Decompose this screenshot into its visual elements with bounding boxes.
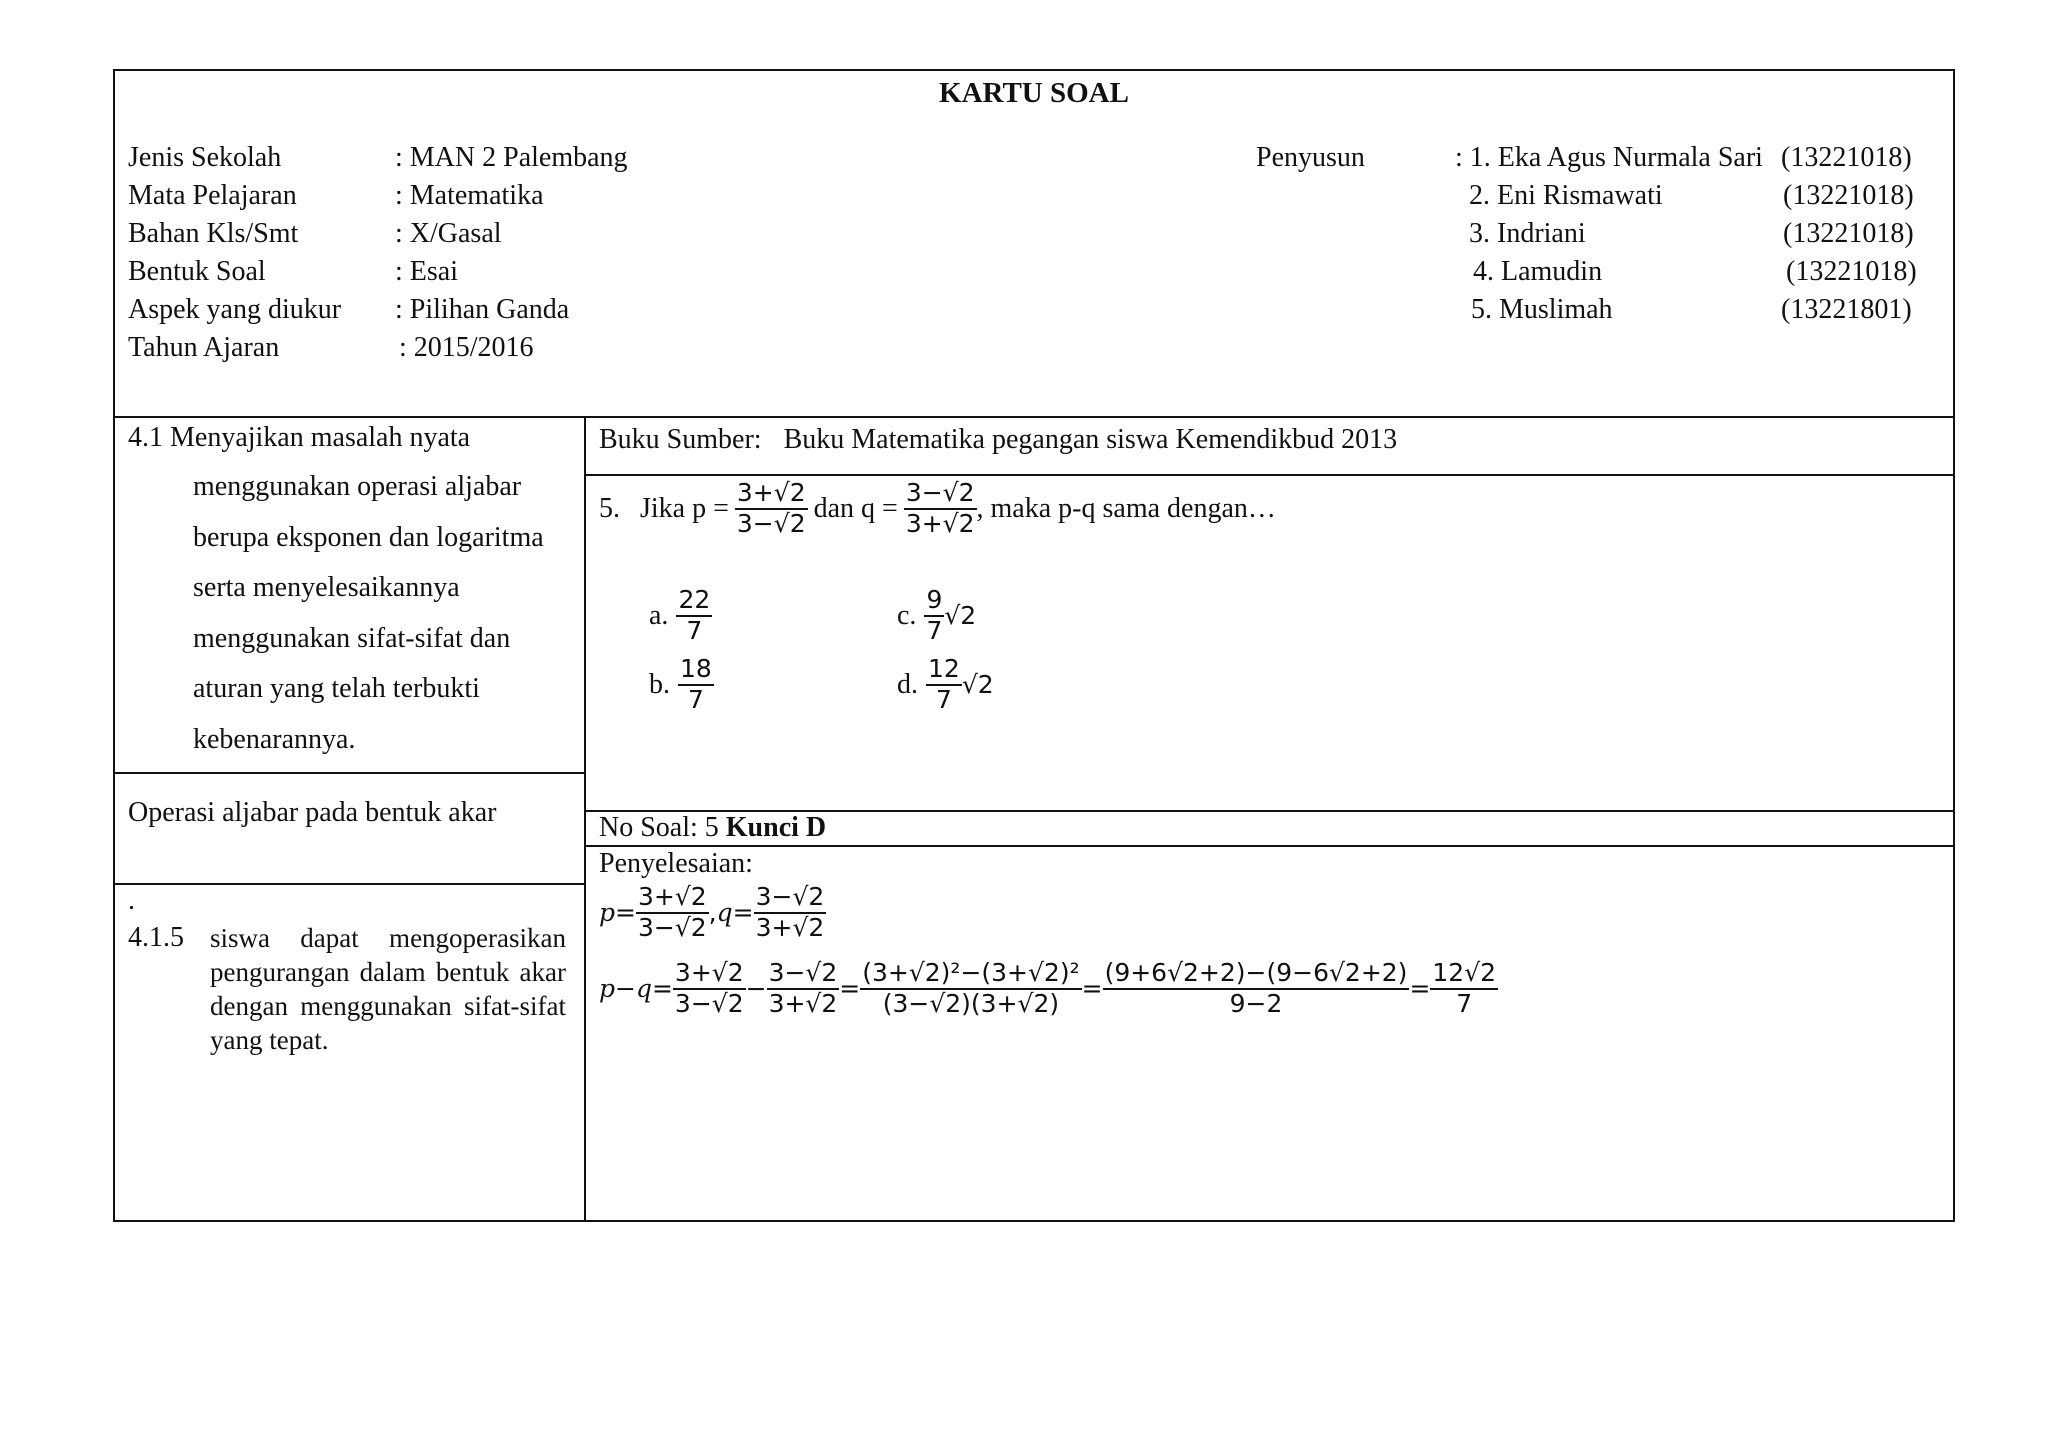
meta-row xyxy=(128,139,628,177)
option-fraction xyxy=(676,586,712,646)
soal-prefix: Jika p = xyxy=(640,492,729,524)
meta-label: Tahun Ajaran xyxy=(128,332,280,363)
no-soal-label: No Soal: 5 xyxy=(599,812,719,843)
divider-kompetensi xyxy=(115,772,584,774)
option-a xyxy=(649,586,712,646)
solution-numerator: (3+√2)²−(3+√2)² xyxy=(860,959,1081,990)
divider-kunci xyxy=(584,845,1953,847)
penyusun-name: 2. Eni Rismawati xyxy=(1469,180,1663,211)
option-c xyxy=(897,586,976,646)
meta-value: : 2015/2016 xyxy=(399,332,534,363)
soal-number: 5. xyxy=(599,492,620,524)
penyusun-label: Penyusun xyxy=(1256,142,1365,173)
option-b xyxy=(649,655,714,715)
step2-fraction xyxy=(860,959,1081,1019)
p-numerator: 3+√2 xyxy=(735,479,808,510)
solution-denominator: 3+√2 xyxy=(755,912,825,942)
q-fraction xyxy=(904,479,977,539)
kartu-soal-card xyxy=(113,69,1955,1222)
kunci-jawaban: Kunci D xyxy=(725,812,827,843)
solution-denominator: 3−√2 xyxy=(674,988,744,1018)
option-denominator: 7 xyxy=(935,684,952,714)
soal-question xyxy=(599,479,1276,539)
buku-sumber xyxy=(599,421,1397,459)
meta-row xyxy=(128,215,628,253)
meta-value: : Matematika xyxy=(395,180,544,211)
option-numerator: 22 xyxy=(676,586,712,617)
materi-text: Operasi aljabar pada bentuk akar xyxy=(128,797,497,828)
penyusun-name: 5. Muslimah xyxy=(1471,294,1613,325)
option-fraction xyxy=(678,655,714,715)
penyusun-row xyxy=(1455,139,1912,177)
kompetensi-line: menggunakan sifat-sifat dan xyxy=(193,622,511,654)
kompetensi-line: aturan yang telah terbukti xyxy=(193,673,480,704)
option-fraction xyxy=(926,655,962,715)
solution-denominator: 3−√2 xyxy=(637,912,707,942)
solution-p-fraction xyxy=(636,883,709,943)
option-label: b. xyxy=(649,668,670,700)
penyusun-row xyxy=(1455,215,1914,253)
penyusun-row xyxy=(1455,291,1912,329)
penyusun-nim: (13221018) xyxy=(1783,180,1914,211)
solution-line-1 xyxy=(599,883,826,943)
step1-fraction-b xyxy=(767,959,840,1019)
option-numerator: 9 xyxy=(924,586,944,617)
kompetensi-line: serta menyelesaikannya xyxy=(193,572,460,603)
meta-value: : Pilihan Ganda xyxy=(395,294,570,325)
soal-mid: dan q = xyxy=(813,492,898,524)
option-label: d. xyxy=(897,668,918,700)
solution-numerator: 3−√2 xyxy=(767,959,840,990)
option-fraction xyxy=(924,586,944,646)
option-denominator: 7 xyxy=(926,615,943,645)
solution-denominator: 7 xyxy=(1456,988,1473,1018)
meta-label: Bahan Kls/Smt xyxy=(128,218,299,249)
p-denominator: 3−√2 xyxy=(736,508,806,538)
meta-label: Aspek yang diukur xyxy=(128,294,342,325)
expr-p-minus-q: p−q xyxy=(599,974,652,1004)
meta-row xyxy=(128,177,628,215)
var-q: q xyxy=(716,898,733,928)
solution-numerator: 3+√2 xyxy=(673,959,746,990)
comma: , xyxy=(708,898,717,928)
penyusun-nim: (13221801) xyxy=(1781,294,1912,325)
buku-sumber-value: Buku Matematika pegangan siswa Kemendikbud 2013 xyxy=(783,424,1398,455)
indikator-dot: . xyxy=(128,885,135,916)
solution-numerator: 12√2 xyxy=(1430,959,1498,990)
equals-sign: = xyxy=(1081,974,1103,1004)
divider-materi xyxy=(115,883,584,885)
meta-value: : X/Gasal xyxy=(395,218,502,249)
equals-sign: = xyxy=(839,974,861,1004)
equals-sign: = xyxy=(1409,974,1431,1004)
minus-sign: − xyxy=(745,974,767,1004)
solution-numerator: 3+√2 xyxy=(636,883,709,914)
indikator-number: 4.1.5 xyxy=(128,922,184,953)
p-fraction xyxy=(735,479,808,539)
equals-sign: = xyxy=(651,974,673,1004)
soal-suffix: , maka p-q sama dengan… xyxy=(976,492,1276,524)
step1-fraction-a xyxy=(673,959,746,1019)
penyusun-row xyxy=(1455,253,1917,291)
option-root: √2 xyxy=(944,601,977,631)
kompetensi-line: menggunakan operasi aljabar xyxy=(193,471,522,502)
option-denominator: 7 xyxy=(687,684,704,714)
result-fraction xyxy=(1430,959,1498,1019)
meta-row xyxy=(128,329,628,367)
equals-sign: = xyxy=(732,898,754,928)
option-numerator: 12 xyxy=(926,655,962,686)
penyusun-list xyxy=(1455,139,1917,329)
option-root: √2 xyxy=(961,670,994,700)
divider-buku xyxy=(584,474,1953,476)
no-soal xyxy=(599,811,826,845)
divider-header xyxy=(115,416,1953,418)
kompetensi-title: 4.1 Menyajikan masalah nyata xyxy=(128,422,471,453)
meta-label: Bentuk Soal xyxy=(128,256,266,287)
meta-value: : Esai xyxy=(395,256,458,287)
penyusun-name: 4. Lamudin xyxy=(1473,256,1603,287)
solution-line-2 xyxy=(599,959,1498,1019)
buku-sumber-label: Buku Sumber: xyxy=(599,424,762,455)
q-numerator: 3−√2 xyxy=(904,479,977,510)
equals-sign: = xyxy=(615,898,636,928)
penyusun-nim: (13221018) xyxy=(1783,218,1914,249)
meta-value: : MAN 2 Palembang xyxy=(395,142,628,173)
option-numerator: 18 xyxy=(678,655,714,686)
card-title: KARTU SOAL xyxy=(939,77,1129,109)
option-label: a. xyxy=(649,599,669,631)
penyelesaian-label: Penyelesaian: xyxy=(599,848,753,879)
step3-fraction xyxy=(1103,959,1410,1019)
solution-numerator: (9+6√2+2)−(9−6√2+2) xyxy=(1103,959,1410,990)
penyusun-name: : 1. Eka Agus Nurmala Sari xyxy=(1455,142,1763,173)
solution-q-fraction xyxy=(754,883,827,943)
penyusun-name: 3. Indriani xyxy=(1469,218,1586,249)
solution-denominator: (3−√2)(3+√2) xyxy=(882,988,1060,1018)
penyusun-nim: (13221018) xyxy=(1786,256,1917,287)
solution-denominator: 3+√2 xyxy=(768,988,838,1018)
solution-numerator: 3−√2 xyxy=(754,883,827,914)
kompetensi-line: berupa eksponen dan logaritma xyxy=(193,521,544,553)
meta-row xyxy=(128,253,628,291)
penyusun-row xyxy=(1455,177,1914,215)
kompetensi-line: kebenarannya. xyxy=(193,723,356,755)
var-p: p xyxy=(599,898,616,928)
option-d xyxy=(897,655,994,715)
meta-list xyxy=(128,139,628,367)
kompetensi-lines xyxy=(193,462,544,765)
meta-row xyxy=(128,291,628,329)
meta-label: Jenis Sekolah xyxy=(128,142,282,173)
solution-denominator: 9−2 xyxy=(1229,988,1283,1018)
divider-column xyxy=(584,416,586,1220)
option-label: c. xyxy=(897,599,917,631)
penyusun-nim: (13221018) xyxy=(1781,142,1912,173)
indikator-text: siswa dapat mengoperasikan pengurangan dalam bentuk akar dengan menggunakan sifat-sifat yang tepat. xyxy=(210,923,566,1055)
option-denominator: 7 xyxy=(686,615,703,645)
q-denominator: 3+√2 xyxy=(905,508,975,538)
meta-label: Mata Pelajaran xyxy=(128,180,297,211)
